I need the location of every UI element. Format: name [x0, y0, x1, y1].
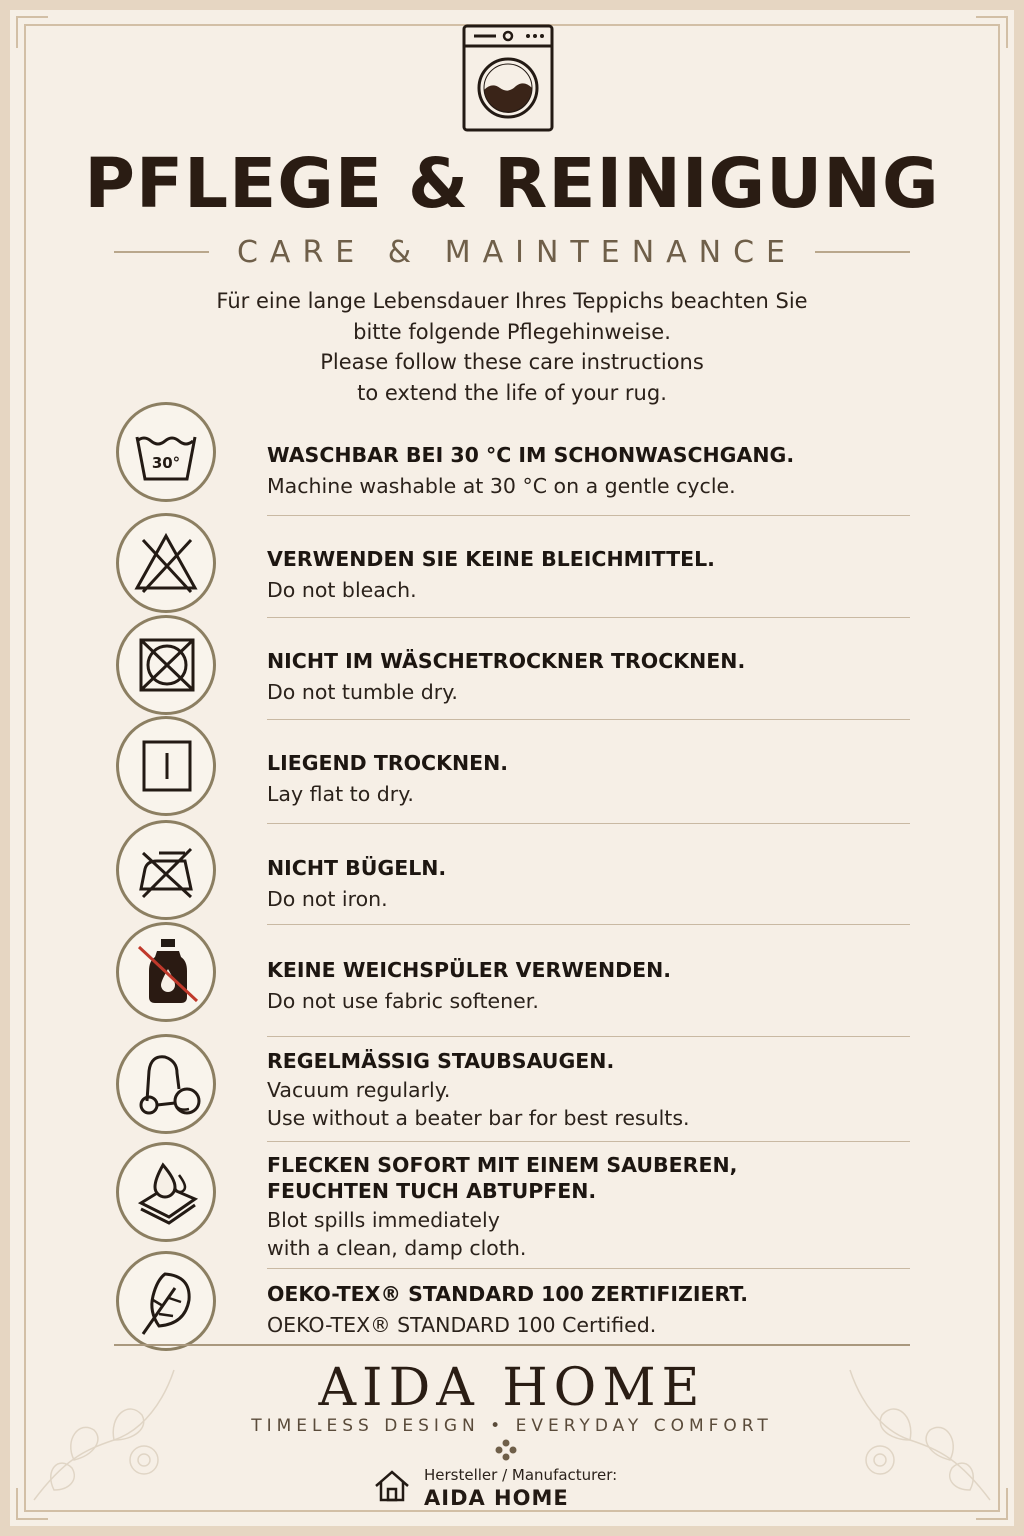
- icon-circle: [116, 716, 216, 816]
- instruction-de: NICHT BÜGELN.: [267, 856, 447, 880]
- instruction-text: [267, 855, 927, 913]
- instruction-text: [267, 648, 927, 706]
- manufacturer-name: AIDA HOME: [424, 1486, 569, 1510]
- instruction-text: [267, 546, 927, 604]
- icon-circle: [116, 1142, 216, 1242]
- intro-line: Für eine lange Lebensdauer Ihres Teppichs beachten Sie: [216, 289, 808, 313]
- instruction-de: FEUCHTEN TUCH ABTUPFEN.: [267, 1179, 597, 1203]
- oeko-tex-leaf-icon: [119, 1254, 213, 1348]
- instruction-en: Do not use fabric softener.: [267, 989, 539, 1013]
- instruction-de: LIEGEND TROCKNEN.: [267, 751, 509, 775]
- instruction-en: with a clean, damp cloth.: [267, 1236, 527, 1260]
- footer-divider: [114, 1344, 910, 1346]
- intro-line: Please follow these care instructions: [320, 350, 704, 374]
- instruction-en: Do not iron.: [267, 887, 388, 911]
- row-divider: [267, 515, 910, 516]
- blot-spill-icon: [119, 1145, 213, 1239]
- instruction-text: [267, 1048, 927, 1132]
- icon-circle: [116, 922, 216, 1022]
- no-bleach-icon: [119, 516, 213, 610]
- no-tumble-dry-icon: [119, 618, 213, 712]
- instruction-de: OEKO-TEX® STANDARD 100 ZERTIFIZIERT.: [267, 1282, 749, 1306]
- instruction-de: KEINE WEICHSPÜLER VERWENDEN.: [267, 958, 672, 982]
- brand-tagline: TIMELESS DESIGN • EVERYDAY COMFORT: [251, 1416, 773, 1436]
- instruction-text: [267, 442, 927, 500]
- instruction-de: FLECKEN SOFORT MIT EINEM SAUBEREN,: [267, 1153, 738, 1177]
- instruction-en: Blot spills immediately: [267, 1208, 500, 1232]
- instruction-text: [267, 1281, 927, 1339]
- instruction-de: VERWENDEN SIE KEINE BLEICHMITTEL.: [267, 547, 715, 571]
- no-iron-icon: [119, 823, 213, 917]
- wash-30-icon: [119, 405, 213, 499]
- manufacturer-label: Hersteller / Manufacturer:: [424, 1466, 618, 1484]
- icon-circle: [116, 1251, 216, 1351]
- care-label-page: [10, 10, 1014, 1526]
- instruction-en: Machine washable at 30 °C on a gentle cycle.: [267, 474, 736, 498]
- row-divider: [267, 924, 910, 925]
- instruction-text: [267, 957, 927, 1015]
- row-divider: [267, 1141, 910, 1142]
- icon-circle: [116, 820, 216, 920]
- row-divider: [267, 1036, 910, 1037]
- row-divider: [267, 823, 910, 824]
- brand-name: AIDA HOME: [318, 1358, 706, 1418]
- page-title: PFLEGE & REINIGUNG: [84, 144, 940, 224]
- instruction-en: Lay flat to dry.: [267, 782, 414, 806]
- divider-line: [114, 251, 209, 253]
- row-divider: [267, 1268, 910, 1269]
- no-fabric-softener-icon: [119, 925, 213, 1019]
- instruction-en: OEKO-TEX® STANDARD 100 Certified.: [267, 1313, 657, 1337]
- instruction-de: REGELMÄSSIG STAUBSAUGEN.: [267, 1049, 615, 1073]
- instruction-en: Use without a beater bar for best results.: [267, 1106, 690, 1130]
- vacuum-icon: [119, 1037, 213, 1131]
- icon-circle: [116, 402, 216, 502]
- instruction-de: NICHT IM WÄSCHETROCKNER TROCKNEN.: [267, 649, 746, 673]
- wash-temperature-label: 30°: [151, 454, 181, 472]
- icon-circle: [116, 513, 216, 613]
- page-subtitle: CARE & MAINTENANCE: [236, 234, 798, 270]
- row-divider: [267, 617, 910, 618]
- icon-circle: [116, 1034, 216, 1134]
- instruction-en: Vacuum regularly.: [267, 1078, 451, 1102]
- instruction-de: WASCHBAR BEI 30 °C IM SCHONWASCHGANG.: [267, 443, 795, 467]
- house-icon: [372, 1468, 412, 1504]
- instruction-en: Do not tumble dry.: [267, 680, 458, 704]
- instruction-en: Do not bleach.: [267, 578, 417, 602]
- intro-line: to extend the life of your rug.: [357, 380, 667, 405]
- row-divider: [267, 719, 910, 720]
- intro-text: [110, 286, 914, 408]
- lay-flat-dry-icon: [119, 719, 213, 813]
- frame-corner: [16, 16, 48, 48]
- frame-corner: [976, 16, 1008, 48]
- instruction-text: [267, 750, 927, 808]
- divider-line: [815, 251, 910, 253]
- icon-circle: [116, 615, 216, 715]
- flower-ornament-icon: [494, 1438, 518, 1462]
- instruction-text: [267, 1152, 927, 1262]
- washing-machine-icon: [462, 24, 554, 132]
- intro-line: bitte folgende Pflegehinweise.: [353, 319, 671, 344]
- subtitle-row: [114, 232, 910, 272]
